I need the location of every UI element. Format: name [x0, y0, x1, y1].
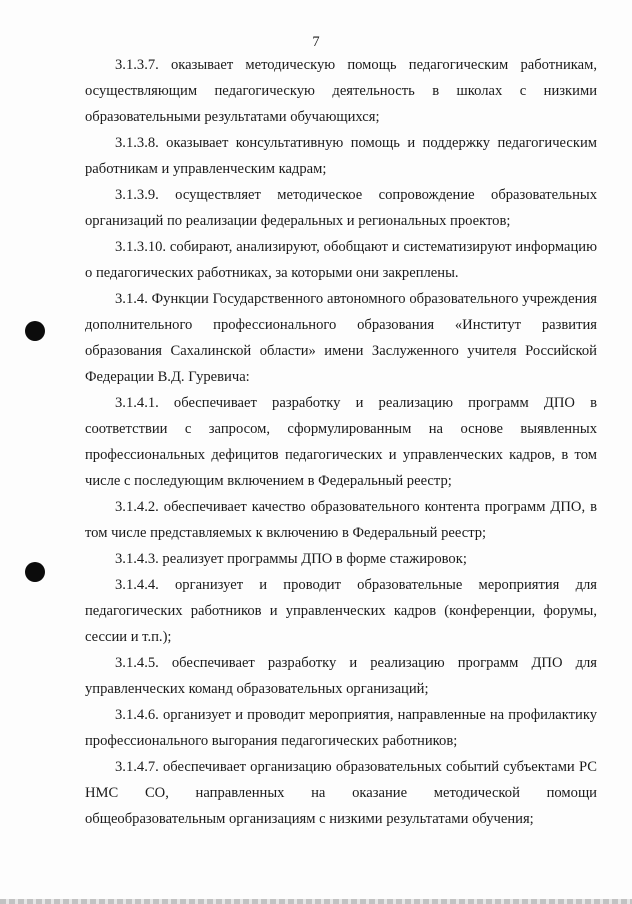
paragraph-3-1-3-10: 3.1.3.10. собирают, анализируют, обобщают и систематизируют информацию о педагогических работниках, за которыми они закреплены. [85, 239, 597, 281]
paragraph-3-1-3-8: 3.1.3.8. оказывает консультативную помощь и поддержку педагогическим работникам и управленческим кадрам; [85, 135, 597, 177]
paragraph-3-1-4-2: 3.1.4.2. обеспечивает качество образовательного контента программ ДПО, в том числе представляемых к включению в Федеральный реестр; [85, 499, 597, 541]
paragraph-3-1-4-1: 3.1.4.1. обеспечивает разработку и реализацию программ ДПО в соответствии с запросом, сформулированным на основе выявленных профессиональных дефицитов педагогических и управленческих кадров, в том числе с последующим включением в Федеральный реестр; [85, 395, 597, 489]
paragraph-3-1-3-7: 3.1.3.7. оказывает методическую помощь педагогическим работникам, осуществляющим педагогическую деятельность в школах с низкими образовательными результатами обучающихся; [85, 57, 597, 125]
paragraph-3-1-4-3: 3.1.4.3. реализует программы ДПО в форме стажировок; [115, 551, 467, 567]
paragraph-3-1-4-7: 3.1.4.7. обеспечивает организацию образовательных событий субъектами РС НМС СО, направленных на оказание методической помощи общеобразовательным организациям с низкими результатами обучения; [85, 759, 597, 827]
punch-hole-mark [25, 321, 45, 341]
paragraph-3-1-3-9: 3.1.3.9. осуществляет методическое сопровождение образовательных организаций по реализации федеральных и региональных проектов; [85, 187, 597, 229]
page-number: 7 [312, 34, 320, 50]
paragraph-3-1-4: 3.1.4. Функции Государственного автономного образовательного учреждения дополнительного профессионального образования «Институт развития образования Сахалинской области» имени Заслуженного учителя Российской Федерации В.Д. Гуревича: [85, 291, 597, 385]
punch-hole-mark [25, 562, 45, 582]
scan-bottom-edge [0, 899, 632, 904]
document-body [85, 52, 597, 832]
paragraph-3-1-4-6: 3.1.4.6. организует и проводит мероприятия, направленные на профилактику профессионального выгорания педагогических работников; [85, 707, 597, 749]
paragraph-3-1-4-5: 3.1.4.5. обеспечивает разработку и реализацию программ ДПО для управленческих команд образовательных организаций; [85, 655, 597, 697]
paragraph-3-1-4-4: 3.1.4.4. организует и проводит образовательные мероприятия для педагогических работников и управленческих кадров (конференции, форумы, сессии и т.п.); [85, 577, 597, 645]
